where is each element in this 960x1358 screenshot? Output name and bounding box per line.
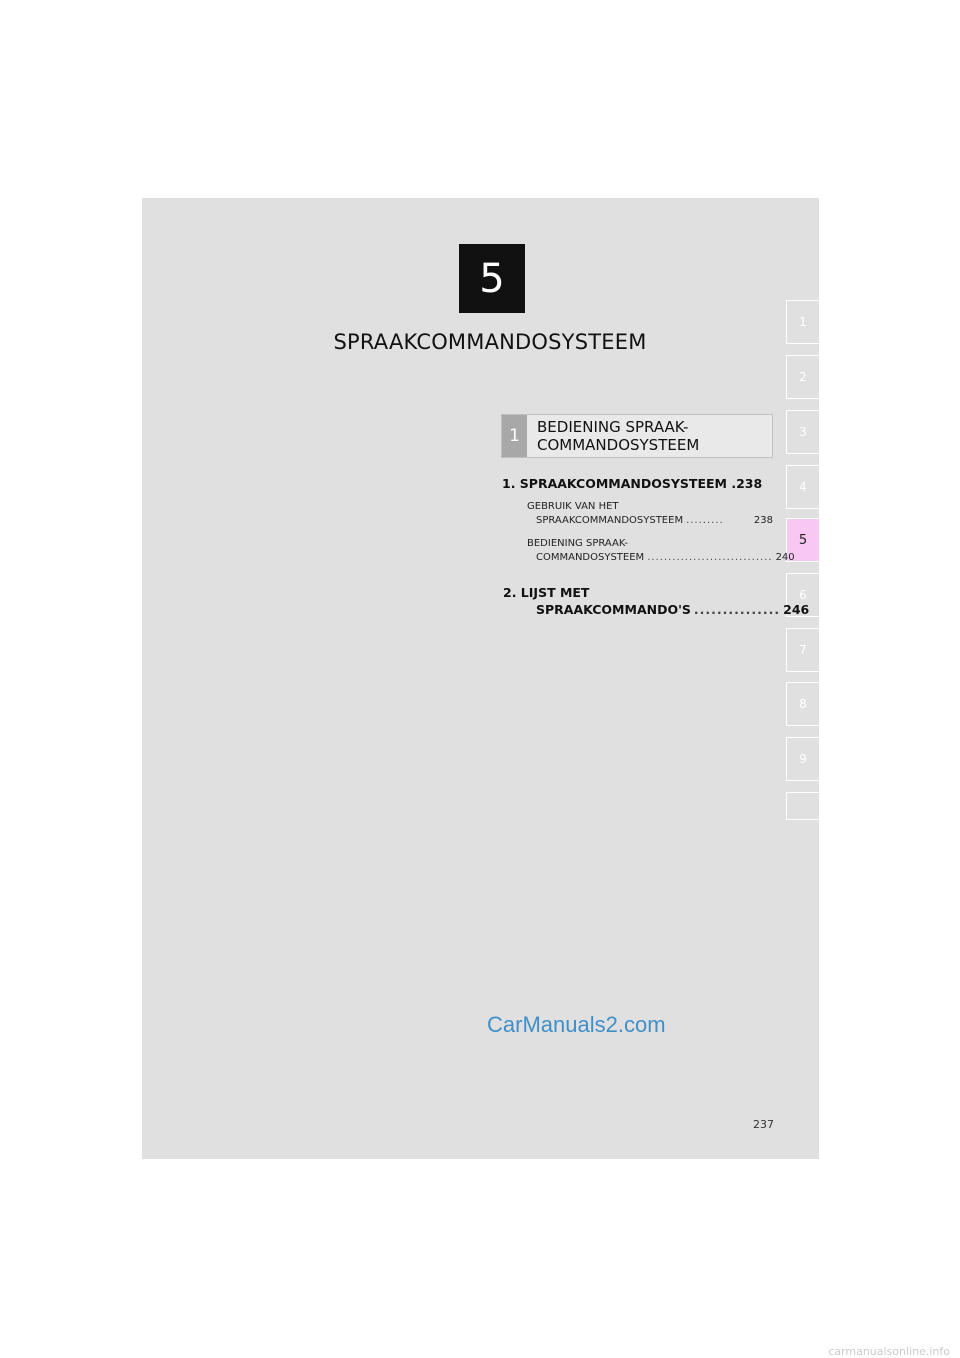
toc-item-2-line2[interactable] <box>536 601 810 619</box>
side-tab-8[interactable] <box>786 682 819 726</box>
chapter-number: 5 <box>479 255 505 302</box>
chapter-number-box <box>459 244 525 313</box>
toc-item-2-page: 246 <box>783 602 810 617</box>
side-tab-7[interactable] <box>786 628 819 672</box>
footer-watermark: carmanualsonline.info <box>828 1345 950 1358</box>
side-tab-label: 2 <box>799 370 807 384</box>
toc-item-2-dots: ............... <box>693 602 781 617</box>
side-tab-label: 8 <box>799 697 807 711</box>
side-tab-label: 3 <box>799 425 807 439</box>
section-header <box>501 414 773 458</box>
side-tab-1[interactable] <box>786 300 819 344</box>
side-tab-4[interactable] <box>786 465 819 509</box>
side-tab-label: 1 <box>799 315 807 329</box>
side-tab-2[interactable] <box>786 355 819 399</box>
side-tab-label: 6 <box>799 588 807 602</box>
toc-item-2-title: SPRAAKCOMMANDO'S <box>536 602 691 617</box>
section-title-line2: COMMANDOSYSTEEM <box>537 436 700 454</box>
side-tab-label: 4 <box>799 480 807 494</box>
toc-subitem-1-page: 238 <box>753 515 773 526</box>
carmanuals-watermark: CarManuals2.com <box>487 1012 666 1037</box>
section-title-line1: BEDIENING SPRAAK- <box>537 418 689 436</box>
chapter-title: SPRAAKCOMMANDOSYSTEEM <box>333 330 647 354</box>
toc-subitem-2-line1[interactable]: BEDIENING SPRAAK- <box>527 538 628 549</box>
toc-subitem-2-page: 240 <box>775 552 795 563</box>
toc-subitem-2-line2[interactable] <box>536 551 795 565</box>
toc-subitem-1-dots: ......... <box>686 515 724 526</box>
side-tab-label: 5 <box>798 532 808 548</box>
toc-subitem-2-dots: .............................. <box>647 552 773 563</box>
toc-subitem-1-title: SPRAAKCOMMANDOSYSTEEM <box>536 515 684 526</box>
toc-item-1[interactable] <box>502 475 762 493</box>
page-number: 237 <box>753 1118 774 1131</box>
toc-item-1-label: 1. SPRAAKCOMMANDOSYSTEEM .238 <box>502 476 763 491</box>
toc-item-2-line1[interactable]: 2. LIJST MET <box>503 585 590 600</box>
section-title <box>537 418 767 454</box>
side-tab-3[interactable] <box>786 410 819 454</box>
side-tab-label: 7 <box>799 643 807 657</box>
side-tab-label: 9 <box>799 752 807 766</box>
side-tab-blank[interactable] <box>786 792 819 820</box>
toc-subitem-1-line1[interactable]: GEBRUIK VAN HET <box>527 501 619 512</box>
footer-watermark-bar <box>0 1344 960 1358</box>
toc-subitem-1-line2[interactable] <box>536 514 773 528</box>
toc-subitem-2-title: COMMANDOSYSTEEM <box>536 552 645 563</box>
section-number: 1 <box>502 415 527 457</box>
side-tab-9[interactable] <box>786 737 819 781</box>
